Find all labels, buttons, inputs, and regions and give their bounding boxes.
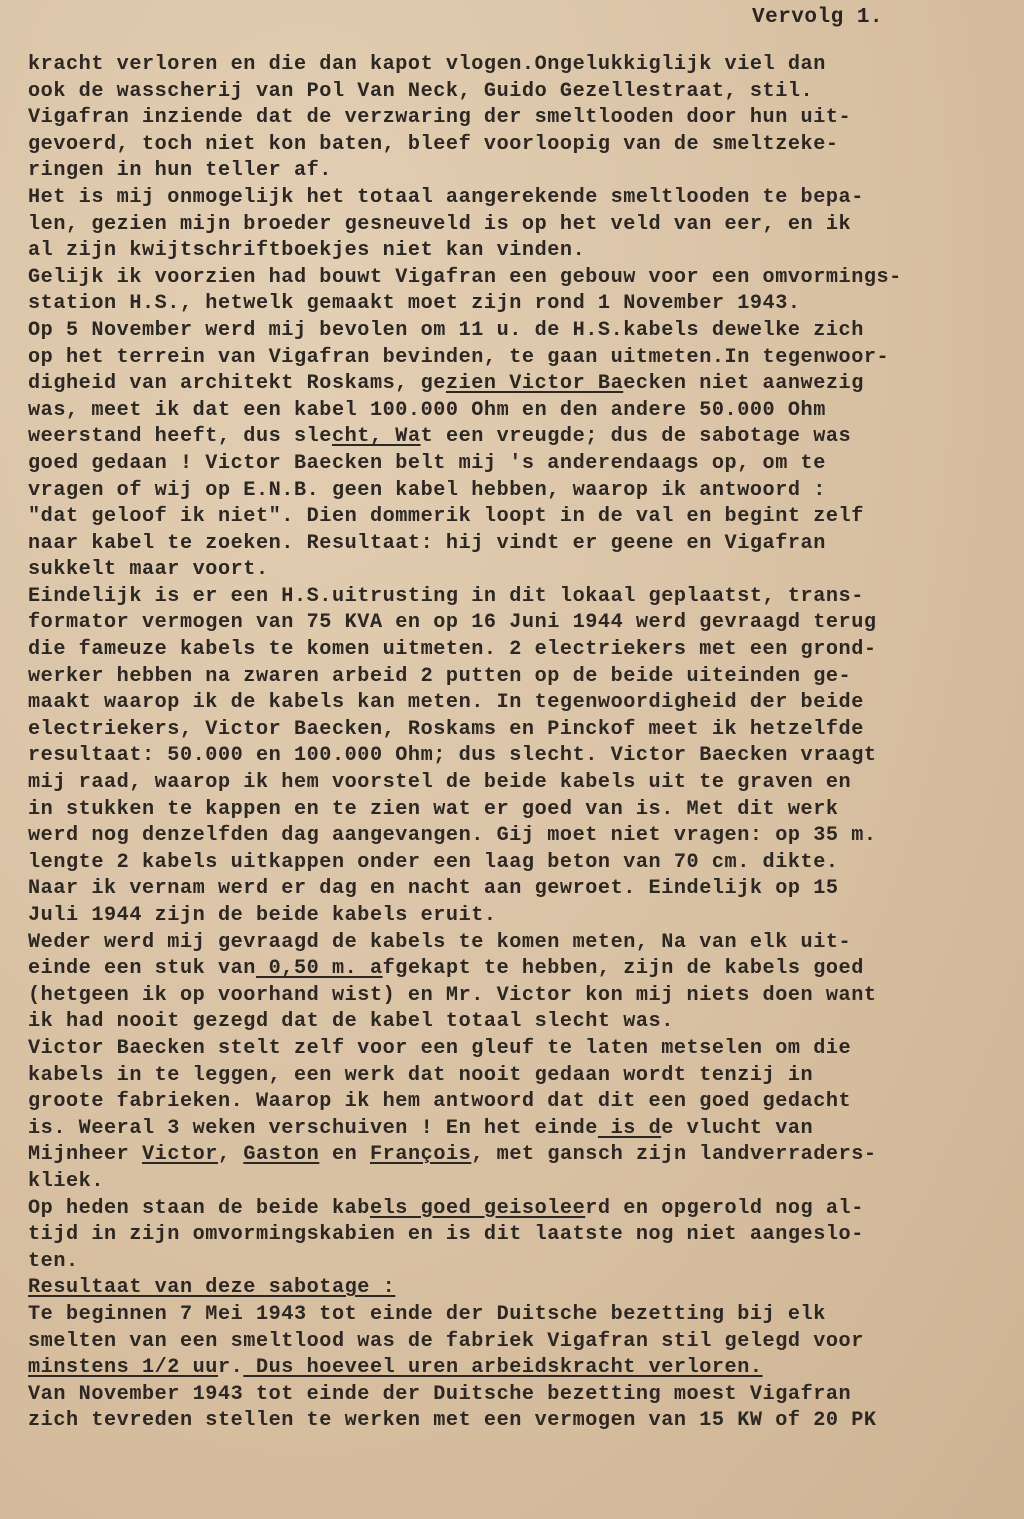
text-line: vragen of wij op E.N.B. geen kabel hebben, waarop ik antwoord : [28,478,826,502]
text-line: Op 5 November werd mij bevolen om 11 u. de H.S.kabels dewelke zich [28,318,864,342]
text-line: Naar ik vernam werd er dag en nacht aan gewroet. Eindelijk op 15 [28,877,839,901]
text-line: smelten van een smeltlood was de fabriek Vigafran stil gelegd voor [28,1329,864,1353]
underlined-text: Gaston [243,1143,320,1167]
text-line: Het is mij onmogelijk het totaal aangerekende smeltlooden te bepa- [28,185,864,209]
text-line: is. Weeral 3 weken verschuiven ! En het einde is de vlucht van [28,1116,814,1140]
underlined-text: els goed geisolee [369,1196,586,1220]
text-line: in stukken te kappen en te zien wat er goed van is. Met dit werk [28,797,839,821]
text-line: maakt waarop ik de kabels kan meten. In tegenwoordigheid der beide [28,691,864,715]
text-line: einde een stuk van 0,50 m. afgekapt te hebben, zijn de kabels goed [28,957,864,981]
text-line: Vigafran inziende dat de verzwaring der smeltlooden door hun uit- [28,106,852,130]
text-line: kracht verloren en die dan kapot vlogen.Ongelukkiglijk viel dan [28,53,826,76]
text-line: was, meet ik dat een kabel 100.000 Ohm en den andere 50.000 Ohm [28,398,826,422]
text-line: Juli 1944 zijn de beide kabels eruit. [28,904,497,927]
underlined-text: 0,50 m. a [255,957,383,981]
text-line: Eindelijk is er een H.S.uitrusting in dit lokaal geplaatst, trans- [28,584,864,608]
text-line: ook de wasscherij van Pol Van Neck, Guido Gezellestraat, stil. [28,79,814,103]
text-line: Victor Baecken stelt zelf voor een gleuf te laten metselen om die [28,1036,852,1060]
underlined-text: cht, Wa [331,425,421,449]
underlined-text: Resultaat van deze sabotage : [28,1276,396,1300]
text-line: (hetgeen ik op voorhand wist) en Mr. Victor kon mij niets doen want [28,983,877,1007]
text-line: op het terrein van Vigafran bevinden, te gaan uitmeten.In tegenwoor- [28,345,890,369]
text-line: Mijnheer Victor, Gaston en François, met gansch zijn landverraders- [28,1143,877,1167]
text-line: Gelijk ik voorzien had bouwt Vigafran een gebouw voor een omvormings- [28,265,902,289]
text-line: Te beginnen 7 Mei 1943 tot einde der Duitsche bezetting bij elk [28,1302,826,1326]
underlined-text: is d [597,1116,662,1140]
text-line: kabels in te leggen, een werk dat nooit gedaan wordt tenzij in [28,1063,814,1087]
text-line: resultaat: 50.000 en 100.000 Ohm; dus slecht. Victor Baecken vraagt [28,744,877,768]
text-line: groote fabrieken. Waarop ik hem antwoord dat dit een goed gedacht [28,1090,852,1114]
text-line: station H.S., hetwelk gemaakt moet zijn rond 1 November 1943. [28,292,801,316]
underlined-text: François [370,1143,472,1167]
page-continuation-label: Vervolg 1. [752,6,884,29]
text-line: sukkelt maar voort. [28,558,269,582]
text-line: zich tevreden stellen te werken met een vermogen van 15 KW of 20 PK [28,1409,877,1433]
text-line: Op heden staan de beide kabels goed geisoleerd en opgerold nog al- [28,1196,864,1220]
text-line: werker hebben na zwaren arbeid 2 putten op de beide uiteinden ge- [28,664,852,688]
text-line: ringen in hun teller af. [28,159,332,183]
underlined-text: Victor [141,1143,218,1167]
text-line: tijd in zijn omvormingskabien en is dit laatste nog niet aangeslo- [28,1223,864,1247]
text-line: "dat geloof ik niet". Dien dommerik loopt in de val en begint zelf [28,505,864,529]
text-line: minstens 1/2 uur. Dus hoeveel uren arbeidskracht verloren. [28,1356,763,1380]
text-line: al zijn kwijtschriftboekjes niet kan vinden. [28,239,586,263]
text-line: weerstand heeft, dus slecht, Wat een vreugde; dus de sabotage was [28,425,852,449]
text-line: formator vermogen van 75 KVA en op 16 Juni 1944 werd gevraagd terug [28,611,877,635]
text-line: die fameuze kabels te komen uitmeten. 2 electriekers met een grond- [28,638,877,662]
underlined-text: Dus hoeveel uren arbeidskracht verloren. [243,1356,763,1380]
text-line: Van November 1943 tot einde der Duitsche bezetting moest Vigafran [28,1382,852,1406]
text-line: werd nog denzelfden dag aangevangen. Gij moet niet vragen: op 35 m. [28,824,877,848]
text-line: ten. [28,1249,79,1273]
typed-text-body [28,52,1008,1435]
text-line: goed gedaan ! Victor Baecken belt mij 's anderendaags op, om te [28,451,826,475]
text-line: electriekers, Victor Baecken, Roskams en Pinckof meet ik hetzelfde [28,717,864,741]
text-line: ik had nooit gezegd dat de kabel totaal slecht was. [28,1010,674,1034]
text-line [28,1275,1008,1302]
underlined-text: zien Victor Ba [445,372,624,396]
text-line: mij raad, waarop ik hem voorstel de beide kabels uit te graven en [28,771,852,795]
text-line: naar kabel te zoeken. Resultaat: hij vindt er geene en Vigafran [28,531,826,555]
text-line: kliek. [28,1169,104,1193]
text-line: len, gezien mijn broeder gesneuveld is op het veld van eer, en ik [28,212,852,236]
text-line: gevoerd, toch niet kon baten, bleef voorloopig van de smeltzeke- [28,132,839,156]
text-line: digheid van architekt Roskams, gezien Victor Baecken niet aanwezig [28,372,864,396]
underlined-text: minstens 1/2 uu [28,1356,218,1380]
text-line: lengte 2 kabels uitkappen onder een laag beton van 70 cm. dikte. [28,850,839,874]
text-line: Weder werd mij gevraagd de kabels te komen meten, Na van elk uit- [28,930,852,954]
